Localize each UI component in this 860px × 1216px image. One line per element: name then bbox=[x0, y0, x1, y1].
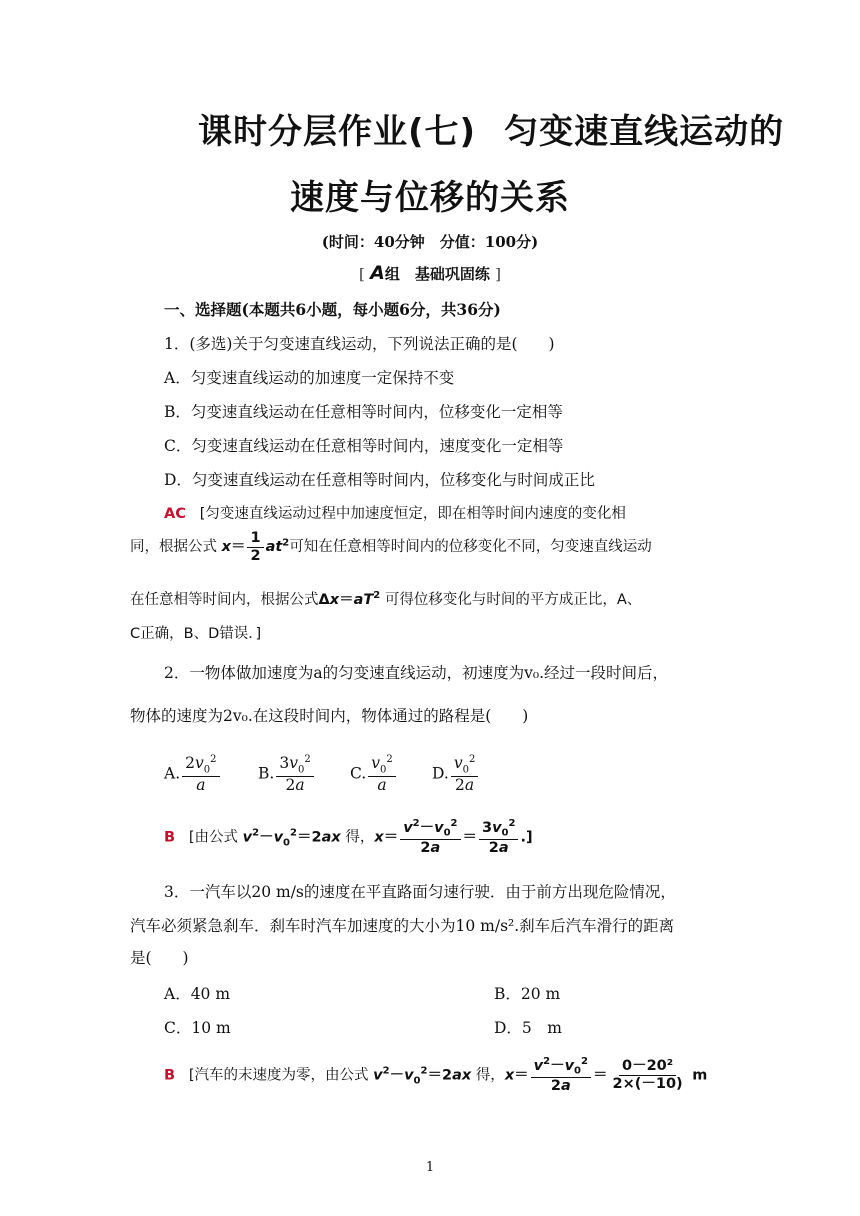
group-letter: A bbox=[370, 262, 385, 284]
question-2-option-c: C. $\frac{v_0^2}{a}$ bbox=[350, 754, 398, 795]
section-heading: 一、选择题(本题共6小题，每小题6分，共36分) bbox=[164, 300, 501, 319]
page-number: 1 bbox=[425, 1160, 435, 1175]
question-1-option-b: B．匀变速直线运动在任意相等时间内，位移变化一定相等 bbox=[164, 403, 563, 421]
question-1-explanation-line2: 同，根据公式 x＝ $\frac{1}{2}$ $at^2$可知在任意相等时间内的位移变化不同，匀变速直线运动 bbox=[130, 530, 652, 564]
question-1-answer: AC bbox=[164, 506, 186, 522]
page-title-line1: 课时分层作业(七) 匀变速直线运动的 bbox=[198, 112, 785, 152]
question-2-option-b: B. $\frac{3v_0^2}{2a}$ bbox=[258, 754, 316, 795]
page-title-line2: 速度与位移的关系 bbox=[290, 178, 570, 218]
question-2-option-d: D. $\frac{v_0^2}{2a}$ bbox=[432, 754, 480, 795]
question-3-option-b: B．20 m bbox=[494, 985, 561, 1003]
question-2-stem-line2: 物体的速度为2v₀.在这段时间内，物体通过的路程是( ) bbox=[130, 707, 529, 725]
question-3-explanation: B [汽车的末速度为零，由公式 $v^2-v_0^2=2ax$ 得，x＝ $\frac{v^2-v_0^2}{2a}$ ＝ $\frac{\text{0－20²}}{2\times(-10)}$ m bbox=[164, 1056, 708, 1095]
question-1-stem: 1．(多选)关于匀变速直线运动，下列说法正确的是( ) bbox=[164, 335, 555, 353]
question-2-explanation: B [由公式 $v^2-v_0^2=2ax$ 得，x＝ $\frac{v^2-v_0^2}{2a}$ ＝ $\frac{3v_0^2}{2a}$ .] bbox=[164, 818, 533, 857]
question-3-stem-line1: 3．一汽车以20 m/s的速度在平直路面匀速行驶．由于前方出现危险情况， bbox=[164, 883, 676, 901]
question-2-answer: B bbox=[164, 829, 176, 846]
group-a-heading: [ A组 基础巩固练 ] bbox=[359, 262, 501, 284]
time-score-info: (时间：40分钟 分值：100分) bbox=[321, 233, 539, 251]
question-3-stem-line2: 汽车必须紧急刹车．刹车时汽车加速度的大小为10 m/s².刹车后汽车滑行的距离 bbox=[130, 917, 675, 935]
question-1-explanation-line1: AC [匀变速直线运动过程中加速度恒定，即在相等时间内速度的变化相 bbox=[164, 506, 626, 522]
question-3-option-d: D．5 m bbox=[494, 1019, 562, 1037]
question-3-answer: B bbox=[164, 1067, 176, 1084]
question-1-explanation-line3: 在任意相等时间内，根据公式$\Delta x=aT^2$ 可得位移变化与时间的平方成正比，A、 bbox=[130, 590, 642, 608]
question-1-explanation-line4: C正确，B、D错误．] bbox=[130, 626, 262, 642]
question-3-option-a: A．40 m bbox=[164, 985, 231, 1003]
question-3-option-c: C．10 m bbox=[164, 1019, 231, 1037]
question-1-option-c: C．匀变速直线运动在任意相等时间内，速度变化一定相等 bbox=[164, 437, 564, 455]
question-2-option-a: A. $\frac{2v_0^2}{a}$ bbox=[164, 754, 222, 795]
question-1-option-a: A．匀变速直线运动的加速度一定保持不变 bbox=[164, 369, 455, 387]
question-3-stem-line3: 是( ) bbox=[130, 949, 189, 967]
question-2-stem-line1: 2．一物体做加速度为a的匀变速直线运动，初速度为v₀.经过一段时间后， bbox=[164, 664, 669, 682]
question-1-option-d: D．匀变速直线运动在任意相等时间内，位移变化与时间成正比 bbox=[164, 471, 595, 489]
